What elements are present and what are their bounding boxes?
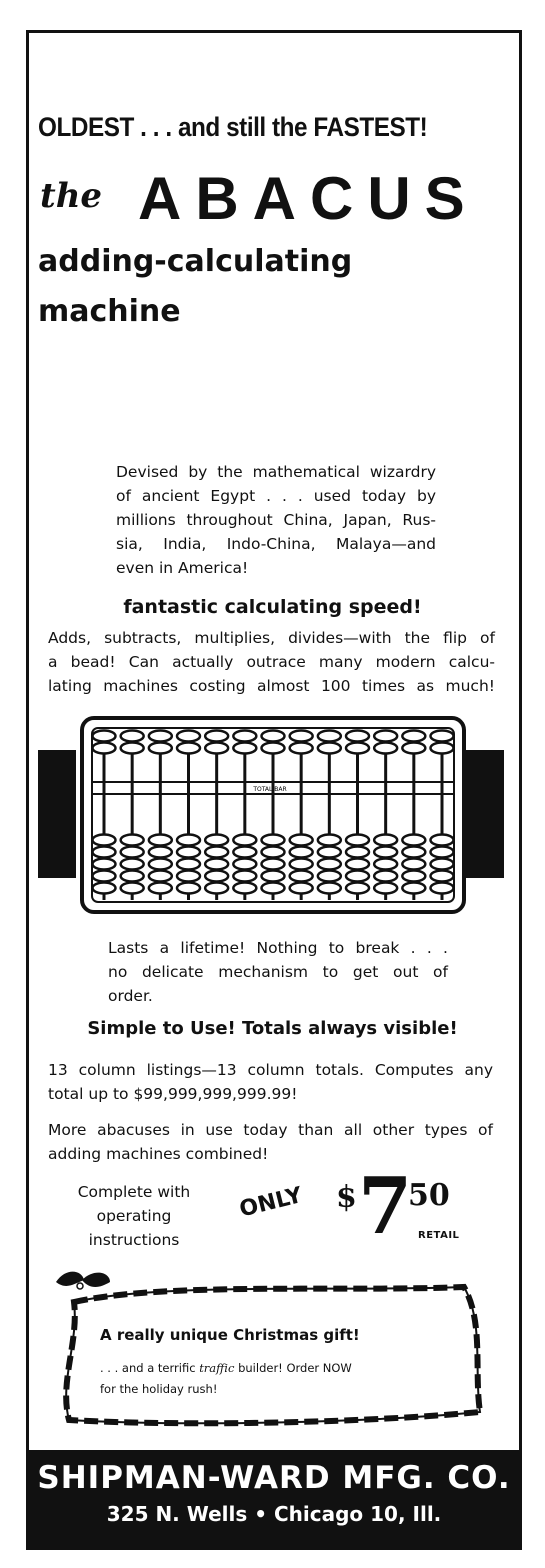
christmas-text-post: builder! Order NOW: [238, 1361, 352, 1375]
abacus-bead: [177, 847, 200, 858]
intro-line: Devised by the mathematical wizardry: [116, 463, 436, 481]
intro-line: of ancient Egypt . . . used today by: [116, 487, 436, 505]
abacus-bead: [149, 883, 172, 894]
abacus-bead: [318, 731, 341, 742]
abacus-bead: [318, 883, 341, 894]
abacus-bead: [262, 835, 285, 846]
title-the: the: [40, 176, 103, 216]
speed-heading: fantastic calculating speed!: [123, 596, 422, 618]
abacus-illustration: [80, 716, 466, 914]
christmas-text: [100, 1358, 352, 1400]
company-address: 325 N. Wells • Chicago 10, Ill.: [106, 1502, 442, 1526]
abacus-bead: [93, 883, 116, 894]
abacus-bead: [149, 859, 172, 870]
abacus-bead: [93, 871, 116, 882]
abacus-bead: [346, 743, 369, 754]
christmas-heading: A really unique Christmas gift!: [100, 1326, 360, 1344]
retail-label: RETAIL: [418, 1230, 460, 1241]
abacus-bead: [290, 883, 313, 894]
abacus-bead: [374, 859, 397, 870]
abacus-bead: [233, 731, 256, 742]
speed-paragraph: [48, 626, 495, 698]
abacus-bead: [177, 835, 200, 846]
abacus-bead: [290, 847, 313, 858]
complete-line: instructions: [88, 1231, 180, 1249]
abacus-bead: [121, 883, 144, 894]
abacus-bead: [205, 871, 228, 882]
abacus-bead: [374, 743, 397, 754]
abacus-bead: [431, 847, 454, 858]
abacus-bead: [149, 743, 172, 754]
abacus-bead: [233, 835, 256, 846]
intro-line: even in America!: [116, 559, 249, 577]
subtitle-line-1: adding-calculating: [38, 244, 353, 279]
abacus-bead: [205, 859, 228, 870]
abacus-bead: [346, 871, 369, 882]
abacus-bead: [402, 731, 425, 742]
abacus-bead: [318, 847, 341, 858]
abacus-bead: [205, 883, 228, 894]
abacus-bead: [177, 883, 200, 894]
abacus-bead: [93, 859, 116, 870]
abacus-bead: [318, 835, 341, 846]
abacus-bead: [290, 731, 313, 742]
abacus-bead: [93, 731, 116, 742]
abacus-bead: [402, 835, 425, 846]
complete-line: operating: [96, 1207, 172, 1225]
lifetime-line: no delicate mechanism to get out of: [108, 963, 448, 981]
abacus-bead: [93, 847, 116, 858]
intro-paragraph: [116, 460, 436, 580]
usage-paragraph: [48, 1118, 493, 1166]
abacus-bead: [402, 743, 425, 754]
abacus-bead: [121, 847, 144, 858]
abacus-bead: [121, 871, 144, 882]
abacus-bead: [177, 871, 200, 882]
complete-note: [66, 1180, 202, 1252]
abacus-bead: [233, 859, 256, 870]
christmas-text-emphasis: traffic: [199, 1361, 235, 1375]
christmas-text-pre: . . . and a terrific: [100, 1361, 196, 1375]
christmas-text-line-2: for the holiday rush!: [100, 1382, 218, 1396]
abacus-bead: [121, 743, 144, 754]
company-footer: [26, 1450, 522, 1550]
abacus-bead: [374, 835, 397, 846]
abacus-bead: [374, 871, 397, 882]
price-dollar-sign: $: [336, 1180, 357, 1215]
intro-line: millions throughout China, Japan, Rus-: [116, 511, 436, 529]
abacus-bead: [177, 743, 200, 754]
abacus-bead: [262, 883, 285, 894]
abacus-bead: [374, 847, 397, 858]
columns-paragraph: [48, 1058, 493, 1106]
abacus-bead: [121, 731, 144, 742]
complete-line: Complete with: [77, 1183, 191, 1201]
usage-line: adding machines combined!: [48, 1145, 269, 1163]
abacus-bead: [93, 835, 116, 846]
abacus-bead: [318, 871, 341, 882]
lifetime-line: Lasts a lifetime! Nothing to break . . .: [108, 939, 448, 957]
simple-heading: Simple to Use! Totals always visible!: [87, 1018, 458, 1039]
abacus-bead: [346, 883, 369, 894]
abacus-bead: [431, 731, 454, 742]
abacus-bead: [431, 743, 454, 754]
abacus-bead: [431, 859, 454, 870]
abacus-bead: [402, 883, 425, 894]
abacus-bead: [149, 847, 172, 858]
product-title: ABACUS: [138, 165, 479, 232]
abacus-bead: [233, 847, 256, 858]
abacus-bead: [262, 731, 285, 742]
abacus-bead: [177, 859, 200, 870]
abacus-bead: [93, 743, 116, 754]
headline: OLDEST . . . and still the FASTEST!: [38, 112, 428, 142]
abacus-bead: [346, 835, 369, 846]
abacus-bead: [149, 871, 172, 882]
abacus-bead: [205, 847, 228, 858]
abacus-bead: [318, 743, 341, 754]
price-dollars: 7: [358, 1161, 413, 1252]
columns-line: total up to $99,999,999,999.99!: [48, 1085, 298, 1103]
lifetime-line: order.: [108, 987, 153, 1005]
abacus-bead: [431, 871, 454, 882]
abacus-bead: [290, 743, 313, 754]
abacus-bead: [346, 859, 369, 870]
company-name: SHIPMAN-WARD MFG. CO.: [37, 1460, 511, 1496]
speed-line: lating machines costing almost 100 times as much!: [48, 677, 495, 695]
abacus-bead: [290, 871, 313, 882]
abacus-bead: [402, 871, 425, 882]
abacus-bead: [402, 859, 425, 870]
subtitle-line-2: machine: [38, 294, 181, 329]
abacus-bead: [346, 847, 369, 858]
speed-line: Adds, subtracts, multiplies, divides—with the flip of: [48, 629, 495, 647]
usage-line: More abacuses in use today than all other types of: [48, 1121, 493, 1139]
speed-line: a bead! Can actually outrace many modern calcu-: [48, 653, 495, 671]
total-bar-label: TOTAL BAR: [253, 786, 287, 793]
abacus-bead: [177, 731, 200, 742]
abacus-end-block-right: [466, 750, 504, 878]
abacus-bead: [318, 859, 341, 870]
columns-line: 13 column listings—13 column totals. Computes any: [48, 1061, 493, 1079]
abacus-bead: [149, 731, 172, 742]
abacus-bead: [233, 743, 256, 754]
ribbon-border: [44, 1262, 494, 1442]
abacus-bead: [121, 859, 144, 870]
abacus-bead: [262, 743, 285, 754]
abacus-bead: [346, 731, 369, 742]
abacus-bead: [205, 835, 228, 846]
abacus-bead: [431, 835, 454, 846]
abacus-bead: [262, 871, 285, 882]
abacus-bead: [233, 883, 256, 894]
abacus-bead: [290, 835, 313, 846]
abacus-bead: [290, 859, 313, 870]
abacus-bead: [262, 847, 285, 858]
abacus-bead: [233, 871, 256, 882]
only-label: ONLY: [236, 1182, 305, 1223]
abacus-bead: [402, 847, 425, 858]
intro-line: sia, India, Indo-China, Malaya—and: [116, 535, 436, 553]
abacus-bead: [374, 883, 397, 894]
lifetime-paragraph: [108, 936, 448, 1008]
holly-icon: [56, 1272, 110, 1289]
abacus-bead: [374, 731, 397, 742]
abacus-end-block-left: [38, 750, 76, 878]
abacus-bead: [205, 743, 228, 754]
abacus-bead: [431, 883, 454, 894]
abacus-bead: [262, 859, 285, 870]
abacus-bead: [149, 835, 172, 846]
abacus-bead: [205, 731, 228, 742]
price-cents: 50: [408, 1178, 450, 1213]
abacus-bead: [121, 835, 144, 846]
